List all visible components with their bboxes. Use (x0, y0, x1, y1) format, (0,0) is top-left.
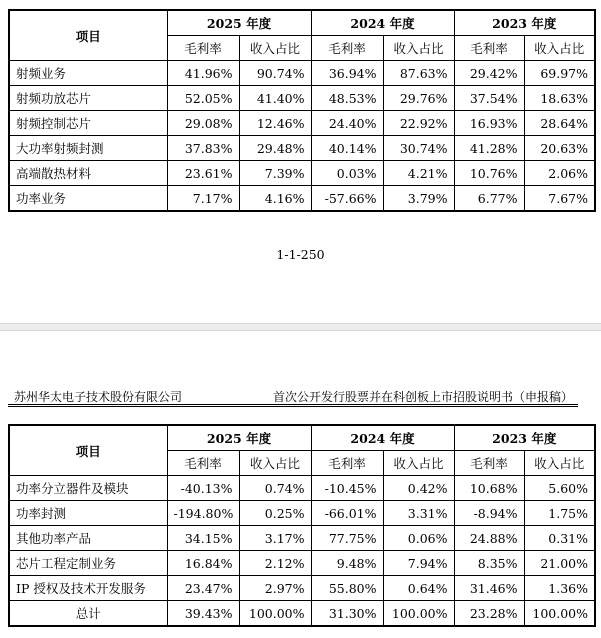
row-label: 高端散热材料 (9, 161, 167, 186)
gross-margin-cell: 34.15% (167, 526, 239, 551)
page-break (0, 323, 601, 331)
row-label: 总计 (9, 601, 167, 627)
gross-margin-cell: 48.53% (311, 86, 383, 111)
year-header-2023: 2023 年度 (454, 10, 595, 36)
gross-margin-cell: 24.40% (311, 111, 383, 136)
row-label: 功率分立器件及模块 (9, 476, 167, 501)
row-label: 大功率射频封测 (9, 136, 167, 161)
table-row (9, 186, 595, 212)
revenue-share-cell: 41.40% (239, 86, 311, 111)
revenue-share-cell: 0.31% (524, 526, 595, 551)
gross-margin-cell: 37.54% (454, 86, 524, 111)
revenue-share-cell: 100.00% (383, 601, 454, 627)
sub-header-share: 收入占比 (239, 451, 311, 476)
item-header: 项目 (9, 10, 167, 61)
revenue-share-cell: 1.75% (524, 501, 595, 526)
table-row (9, 136, 595, 161)
gross-margin-cell: -66.01% (311, 501, 383, 526)
gross-margin-table-2 (8, 424, 596, 627)
sub-header-share: 收入占比 (524, 451, 595, 476)
table-row (9, 551, 595, 576)
revenue-share-cell: 30.74% (383, 136, 454, 161)
revenue-share-cell: 18.63% (524, 86, 595, 111)
year-header-2023: 2023 年度 (454, 425, 595, 451)
gross-margin-cell: 8.35% (454, 551, 524, 576)
gross-margin-table-1 (8, 9, 596, 212)
revenue-share-cell: 0.74% (239, 476, 311, 501)
revenue-share-cell: 7.94% (383, 551, 454, 576)
revenue-share-cell: 87.63% (383, 61, 454, 86)
header-rule (8, 406, 578, 407)
page-number: 1-1-250 (276, 247, 325, 262)
table-row (9, 86, 595, 111)
revenue-share-cell: 7.67% (524, 186, 595, 212)
gross-margin-cell: -194.80% (167, 501, 239, 526)
row-label: 射频功放芯片 (9, 86, 167, 111)
gross-margin-cell: 31.46% (454, 576, 524, 601)
table-row (9, 161, 595, 186)
gross-margin-cell: 39.43% (167, 601, 239, 627)
table-row (9, 526, 595, 551)
gross-margin-cell: 52.05% (167, 86, 239, 111)
revenue-share-cell: 0.42% (383, 476, 454, 501)
gross-margin-cell: 41.28% (454, 136, 524, 161)
revenue-share-cell: 12.46% (239, 111, 311, 136)
revenue-share-cell: 7.39% (239, 161, 311, 186)
sub-header-margin: 毛利率 (311, 451, 383, 476)
gross-margin-cell: -57.66% (311, 186, 383, 212)
gross-margin-cell: 10.76% (454, 161, 524, 186)
revenue-share-cell: 28.64% (524, 111, 595, 136)
gross-margin-cell: 37.83% (167, 136, 239, 161)
item-header: 项目 (9, 425, 167, 476)
revenue-share-cell: 4.16% (239, 186, 311, 212)
table-body (9, 476, 595, 627)
revenue-share-cell: 69.97% (524, 61, 595, 86)
gross-margin-cell: 40.14% (311, 136, 383, 161)
sub-header-share: 收入占比 (524, 36, 595, 61)
revenue-share-cell: 22.92% (383, 111, 454, 136)
header-rule (8, 404, 578, 405)
table-row (9, 111, 595, 136)
sub-header-margin: 毛利率 (454, 36, 524, 61)
revenue-share-cell: 2.06% (524, 161, 595, 186)
table-row (9, 601, 595, 627)
table-row (9, 61, 595, 86)
gross-margin-cell: 23.47% (167, 576, 239, 601)
revenue-share-cell: 0.64% (383, 576, 454, 601)
sub-header-share: 收入占比 (383, 451, 454, 476)
year-header-2024: 2024 年度 (311, 425, 454, 451)
year-header-2024: 2024 年度 (311, 10, 454, 36)
gross-margin-cell: 23.28% (454, 601, 524, 627)
revenue-share-cell: 100.00% (524, 601, 595, 627)
row-label: 射频控制芯片 (9, 111, 167, 136)
gross-margin-cell: 29.42% (454, 61, 524, 86)
gross-margin-cell: 0.03% (311, 161, 383, 186)
sub-header-margin: 毛利率 (311, 36, 383, 61)
gross-margin-cell: 55.80% (311, 576, 383, 601)
gross-margin-cell: 41.96% (167, 61, 239, 86)
revenue-share-cell: 0.25% (239, 501, 311, 526)
row-label: 其他功率产品 (9, 526, 167, 551)
gross-margin-cell: 9.48% (311, 551, 383, 576)
gross-margin-cell: 24.88% (454, 526, 524, 551)
revenue-share-cell: 3.79% (383, 186, 454, 212)
row-label: IP 授权及技术开发服务 (9, 576, 167, 601)
table-row (9, 576, 595, 601)
revenue-share-cell: 5.60% (524, 476, 595, 501)
gross-margin-cell: -8.94% (454, 501, 524, 526)
table-body (9, 61, 595, 212)
sub-header-margin: 毛利率 (167, 36, 239, 61)
revenue-share-cell: 1.36% (524, 576, 595, 601)
sub-header-share: 收入占比 (383, 36, 454, 61)
company-name: 苏州华太电子技术股份有限公司 (14, 390, 183, 404)
revenue-share-cell: 0.06% (383, 526, 454, 551)
sub-header-share: 收入占比 (239, 36, 311, 61)
revenue-share-cell: 3.31% (383, 501, 454, 526)
revenue-share-cell: 29.76% (383, 86, 454, 111)
row-label: 芯片工程定制业务 (9, 551, 167, 576)
document-title: 首次公开发行股票并在科创板上市招股说明书（申报稿） (272, 390, 573, 404)
revenue-share-cell: 3.17% (239, 526, 311, 551)
revenue-share-cell: 20.63% (524, 136, 595, 161)
gross-margin-cell: 10.68% (454, 476, 524, 501)
revenue-share-cell: 90.74% (239, 61, 311, 86)
row-label: 射频业务 (9, 61, 167, 86)
revenue-share-cell: 2.12% (239, 551, 311, 576)
gross-margin-cell: 6.77% (454, 186, 524, 212)
gross-margin-cell: 16.84% (167, 551, 239, 576)
year-header-2025: 2025 年度 (167, 425, 311, 451)
year-header-2025: 2025 年度 (167, 10, 311, 36)
row-label: 功率业务 (9, 186, 167, 212)
gross-margin-cell: -40.13% (167, 476, 239, 501)
revenue-share-cell: 100.00% (239, 601, 311, 627)
table-row (9, 501, 595, 526)
sub-header-margin: 毛利率 (454, 451, 524, 476)
gross-margin-cell: 36.94% (311, 61, 383, 86)
gross-margin-cell: 29.08% (167, 111, 239, 136)
row-label: 功率封测 (9, 501, 167, 526)
sub-header-margin: 毛利率 (167, 451, 239, 476)
gross-margin-cell: 7.17% (167, 186, 239, 212)
revenue-share-cell: 29.48% (239, 136, 311, 161)
gross-margin-cell: 16.93% (454, 111, 524, 136)
revenue-share-cell: 2.97% (239, 576, 311, 601)
revenue-share-cell: 4.21% (383, 161, 454, 186)
gross-margin-cell: -10.45% (311, 476, 383, 501)
gross-margin-cell: 77.75% (311, 526, 383, 551)
revenue-share-cell: 21.00% (524, 551, 595, 576)
table-row (9, 476, 595, 501)
gross-margin-cell: 31.30% (311, 601, 383, 627)
gross-margin-cell: 23.61% (167, 161, 239, 186)
